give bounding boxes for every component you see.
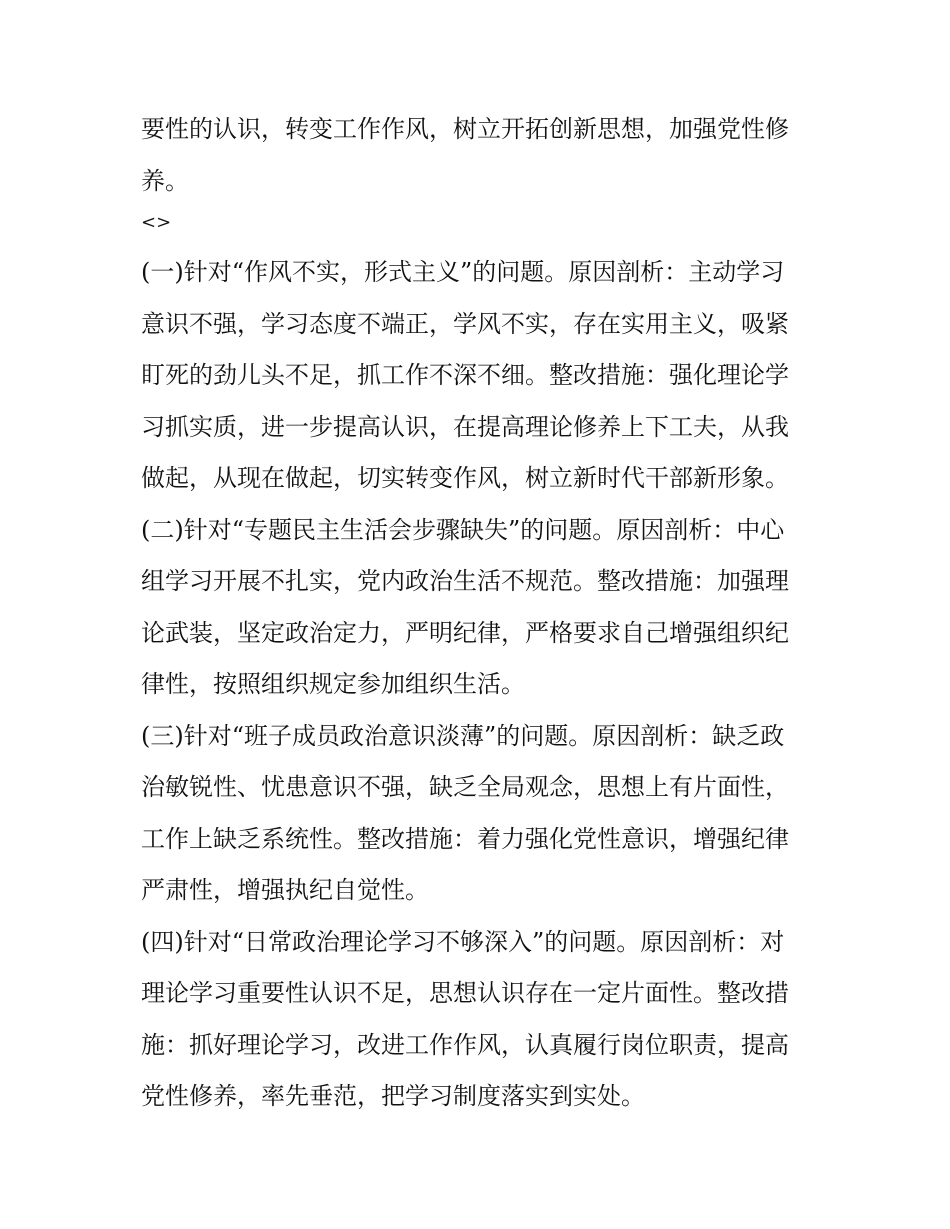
text-line: 治敏锐性、忧患意识不强，缺乏全局观念，思想上有片面性，	[141, 773, 789, 801]
text-line: 盯死的劲儿头不足，抓工作不深不细。整改措施：强化理论学	[141, 361, 789, 389]
text-line: 要性的认识，转变工作作风，树立开拓创新思想，加强党性修	[141, 115, 789, 143]
text-line: 工作上缺乏系统性。整改措施：着力强化党性意识，增强纪律	[141, 824, 789, 853]
section-paragraph-2	[141, 505, 811, 711]
text-line: 施：抓好理论学习，改进工作作风，认真履行岗位职责，提高	[141, 1030, 789, 1059]
document-body	[141, 104, 811, 1123]
section-paragraph-1	[141, 247, 811, 505]
section-paragraph-4	[141, 917, 811, 1123]
text-line: 习抓实质，进一步提高认识，在提高理论修养上下工夫，从我	[141, 412, 789, 441]
text-line: 意识不强，学习态度不端正，学风不实，存在实用主义，吸紧	[141, 309, 789, 338]
text-line: 理论学习重要性认识不足，思想认识存在一定片面性。整改措	[141, 979, 789, 1007]
text-line: 律性，按照组织规定参加组织生活。	[141, 670, 525, 698]
text-line: 做起，从现在做起，切实转变作风，树立新时代干部新形象。	[141, 464, 789, 492]
text-line: 论武装，坚定政治定力，严明纪律，严格要求自己增强组织纪	[141, 618, 789, 647]
placeholder-marker: <>	[141, 212, 172, 233]
text-line: 组学习开展不扎实，党内政治生活不规范。整改措施：加强理	[141, 567, 789, 595]
section-paragraph-3	[141, 711, 811, 917]
text-line: 严肃性，增强执纪自觉性。	[141, 876, 429, 904]
text-line: (三)针对“班子成员政治意识淡薄”的问题。原因剖析：缺乏政	[141, 721, 785, 750]
text-line: (四)针对“日常政治理论学习不够深入”的问题。原因剖析：对	[141, 927, 785, 956]
text-line: (一)针对“作风不实，形式主义”的问题。原因剖析：主动学习	[141, 258, 785, 286]
text-line: 养。	[141, 166, 189, 195]
text-line: 党性修养，率先垂范，把学习制度落实到实处。	[141, 1082, 645, 1110]
text-line: (二)针对“专题民主生活会步骤缺失”的问题。原因剖析：中心	[141, 515, 785, 544]
intro-paragraph	[141, 104, 811, 207]
